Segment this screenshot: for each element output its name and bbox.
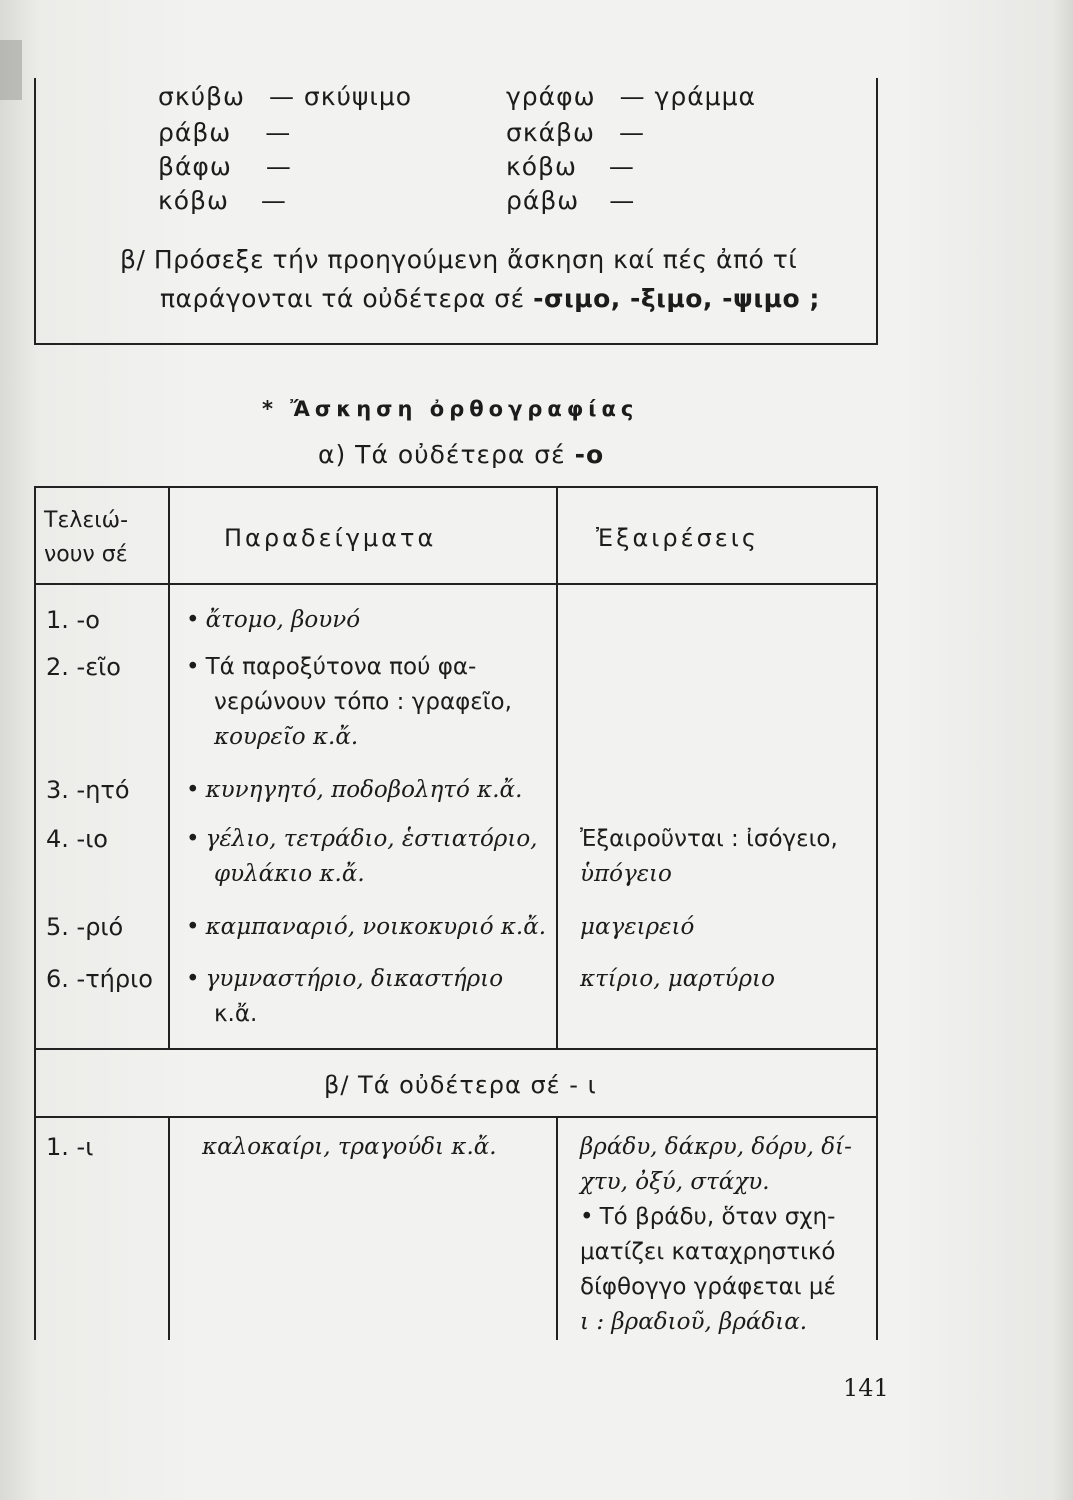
column-header-exceptions: Ἐξαιρέσεις xyxy=(596,524,759,552)
word-pair: κόβω — xyxy=(158,186,287,215)
exception-cell: μαγειρειό xyxy=(580,914,695,940)
instruction-text: β/ Πρόσεξε τήν προηγούμενη ἄσκηση καί πές ἀπό τί xyxy=(120,245,798,274)
column-header-ending: Τελειώ- νουν σέ xyxy=(44,508,129,567)
section-b-title: β/ Τά οὐδέτερα σέ - ι xyxy=(324,1071,597,1099)
spelling-table xyxy=(34,486,878,1340)
page-edge-shadow xyxy=(1051,0,1073,1500)
ending-cell: 1. -ι xyxy=(46,1133,94,1161)
word-pair: σκύβω — σκύψιμο xyxy=(158,82,413,111)
row-rule xyxy=(34,1116,878,1118)
table-border-left xyxy=(34,488,36,1340)
section-subheading: α) Τά οὐδέτερα σέ -ο xyxy=(318,440,605,469)
ending-cell: 3. -ητό xyxy=(46,776,130,804)
word-pair: ράβω — xyxy=(158,118,292,147)
page-number: 141 xyxy=(843,1374,889,1402)
row-rule xyxy=(34,1048,878,1050)
ending-cell: 2. -εῖο xyxy=(46,653,121,681)
example-cell: • καμπαναριό, νοικοκυριό κ.ἄ. xyxy=(186,910,546,945)
binding-shadow xyxy=(0,40,22,100)
header-rule xyxy=(34,583,878,585)
example-cell: • ἄτομο, βουνό xyxy=(186,603,360,638)
ending-cell: 1. -ο xyxy=(46,606,100,634)
column-divider xyxy=(556,488,558,1048)
ending-cell: 4. -ιο xyxy=(46,825,108,853)
exception-cell: βράδυ, δάκρυ, δόρυ, δί- χτυ, ὀξύ, στάχυ. • Τό βράδυ, ὅταν σχη- ματίζει καταχρηστικό δίφθογγο γράφεται μέ ι : βραδιοῦ, βράδια. xyxy=(580,1130,852,1340)
word-pair: σκάβω — xyxy=(506,118,645,147)
column-divider xyxy=(168,1116,170,1340)
section-heading: * Ἄσκηση ὀρθογραφίας xyxy=(262,397,639,421)
column-divider xyxy=(168,488,170,1048)
example-cell: • γέλιο, τετράδιο, ἑστιατόριο, φυλάκιο κ.ἄ. xyxy=(186,822,538,892)
word-pair: ράβω — xyxy=(506,186,636,215)
table-border-right xyxy=(876,488,878,1340)
column-divider xyxy=(556,1116,558,1340)
word-pair: βάφω — xyxy=(158,152,292,181)
ending-cell: 5. -ριό xyxy=(46,913,124,941)
instruction-text: παράγονται τά οὐδέτερα σέ -σιμο, -ξιμο, -ψιμο ; xyxy=(160,284,820,313)
word-pair: κόβω — xyxy=(506,152,635,181)
word-pair: γράφω — γράμμα xyxy=(506,82,756,111)
exception-cell: Ἐξαιροῦνται : ἰσόγειο, ὑπόγειο xyxy=(580,826,838,887)
example-cell: • κυνηγητό, ποδοβολητό κ.ἄ. xyxy=(186,773,522,808)
exception-cell: κτίριο, μαρτύριο xyxy=(580,966,775,992)
example-cell: • Τά παροξύτονα πού φα- νερώνουν τόπο : γραφεῖο, κουρεῖο κ.ἄ. xyxy=(186,650,512,755)
ending-cell: 6. -τήριο xyxy=(46,965,153,993)
column-header-examples: Παραδείγματα xyxy=(224,524,437,552)
example-cell: καλοκαίρι, τραγούδι κ.ἄ. xyxy=(202,1134,497,1160)
example-cell: • γυμναστήριο, δικαστήριο κ.ἄ. xyxy=(186,962,503,1032)
